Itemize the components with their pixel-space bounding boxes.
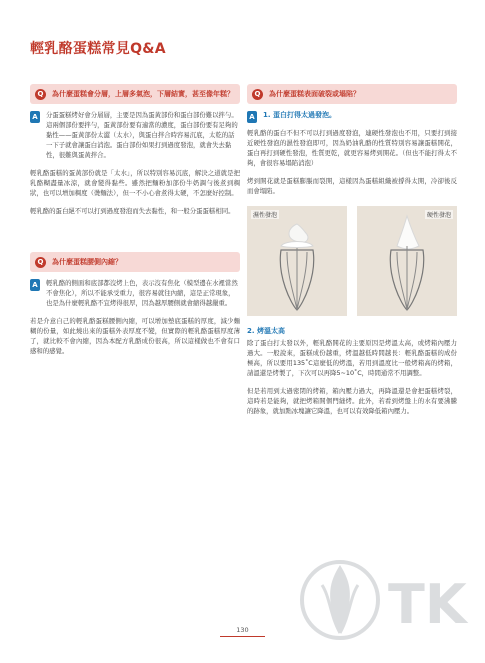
question-icon: Q <box>252 89 263 100</box>
answer-icon: A <box>30 111 40 123</box>
left-column <box>30 84 240 356</box>
paragraph: 但是若用到太過密閉的烤箱，箱內壓力過大，再降溫還是會把蛋糕烤裂，這時若是能夠，就把烤箱開個門縫烤。此外，若看到烤盤上的水有要沸騰的跡象，就加點冰塊讓它降溫，也可以有效降低箱內壓力。 <box>247 387 457 415</box>
paragraph: 除了蛋白打太發以外，輕乳酪開花的主要原因是烤溫太高，或烤箱內壓力過大。一般說來，蛋糕成份越重，烤溫越低時間越長：輕乳酪蛋糕的成份極高，所以要用135˚C這麼低的烤溫，若用到溫度比一般烤箱高的烤箱，請溫還是烤製了，下次可以再降5~10˚C，時間通常不用調整。 <box>247 339 457 377</box>
answer-icon: A <box>30 279 40 291</box>
photo-label: 硬性發泡 <box>426 212 451 219</box>
question-box <box>247 84 457 104</box>
photo-label: 濕性發泡 <box>253 212 278 219</box>
paragraph: 烤到開花就是蛋糕膨脹而裂開，這樣因為蛋糕組織被撐得太開，冷卻後反而會塌陷。 <box>247 177 457 195</box>
whisk-stiff-peak-image <box>357 206 457 316</box>
question-text: 為什麼蛋糕腰側內縮？ <box>52 258 122 266</box>
page-title: 輕乳酪蛋糕常見Q&A <box>30 41 166 57</box>
paragraph: 若是介意自己的輕乳酪蛋糕腰側內縮，可以增加墊底蛋糕的厚度，減少麵糊的份量，如此燒出來的蛋糕外表厚度不變，但實際的輕乳酪蛋糕厚度薄了，就比較不會內縮，因為本配方乳酪成份很高，所以這樣做也不會有口感和的感覺。 <box>30 317 240 355</box>
question-box <box>30 84 240 104</box>
question-icon: Q <box>35 89 46 100</box>
tk-watermark-logo <box>300 545 470 655</box>
right-column <box>247 84 457 416</box>
watermark-text: TK <box>388 573 467 636</box>
photo-row <box>247 206 457 316</box>
answer-icon: A <box>247 111 257 123</box>
question-box <box>30 252 240 272</box>
page-number: 130 <box>236 626 249 634</box>
question-text: 為什麼蛋糕表面破裂或塌陷？ <box>269 90 360 98</box>
paragraph: 輕乳酪的蛋白不但不可以打到過度發泡，連硬性發泡也不用，只要打到接近硬性發泡的濕性發泡即可，因為奶油乳酪的性質特別容易讓蛋糕開花，蛋白再打到硬性發泡，性質更乾，就更容易烤到開花。（但也不能打得太不夠，會很容易塌陷消泡） <box>247 129 457 167</box>
answer-block <box>30 110 240 160</box>
subheading-text: 2. 烤溫太高 <box>247 327 285 335</box>
photo-soft-peak <box>247 206 347 316</box>
photo-stiff-peak <box>357 206 457 316</box>
answer-block <box>247 110 457 120</box>
question-icon: Q <box>35 257 46 268</box>
paragraph: 輕乳酪的蛋白絕不可以打到過度發泡而失去黏性，和一般分蛋蛋糕相同。 <box>30 207 235 215</box>
subheading <box>247 326 457 336</box>
answer-text: 輕乳酪的側面和底部都沒烤上色，表示沒有焦化（模型邊在水裡當然不會焦化），所以不能承受重力，很容易就往內縮，這是正常現象，也是為什麼輕乳酪不宜烤得很厚，因為越厚腰側就會縮得越嚴重。 <box>46 279 238 307</box>
page-number-divider <box>220 636 265 637</box>
subheading: 1. 蛋白打得太過發泡。 <box>263 111 336 119</box>
answer-text: 分蛋蛋糕烤好會分層層，主要是因為蛋黃部份和蛋白部份難以拌勻。這兩個部份要拌勻，蛋黃部份要有適當的濃度，蛋白部份要有足夠的黏性——蛋黃部份太澀（太水），與蛋白拌合時容易沉底，太乾的話一下子就會讓蛋白消泡。蛋白部份如果打到過度發泡，就會失去黏性，很難與蛋黃拌合。 <box>46 111 238 159</box>
question-text: 為什麼蛋糕會分層，上層多氣泡，下層結實，甚至像年糕？ <box>52 90 234 98</box>
paragraph: 輕乳酪蛋糕的蛋黃部份就是「太水」，所以特別容易沉底，解決之道就是把乳酪糊盡量冰涼，就會變得黏些。雖然把麵粉加部份牛奶調勻後煮到稠狀，也可以增加稠度（燙麵法），但一不小心會煮得太硬，不怎麼好控制。 <box>30 169 240 197</box>
whisk-soft-peak-image <box>247 206 347 316</box>
answer-block <box>30 278 240 308</box>
